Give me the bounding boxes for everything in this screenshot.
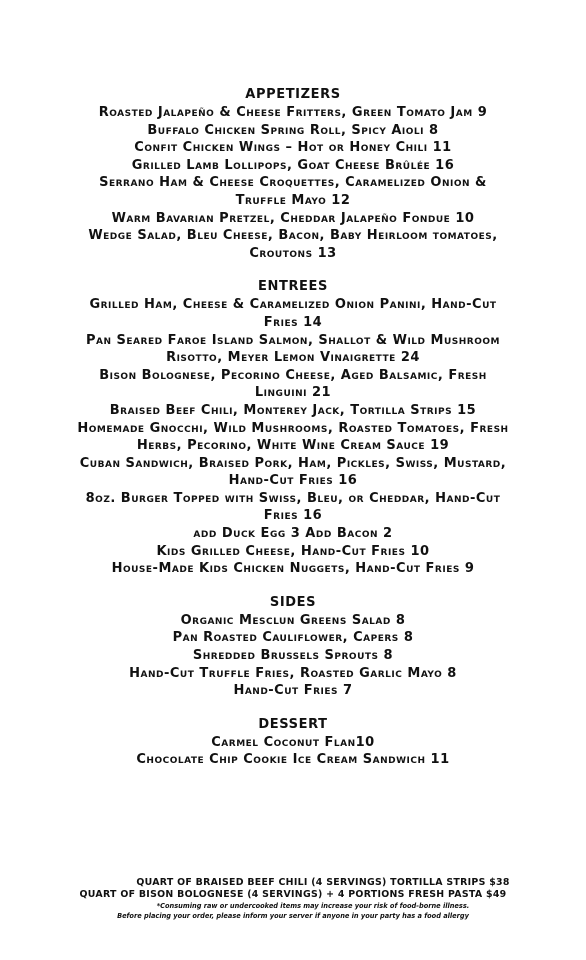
menu-line: Fries 14 xyxy=(263,314,323,330)
menu-line: Pan Roasted Cauliflower, Capers 8 xyxy=(172,630,414,646)
menu-line: House-Made Kids Chicken Nuggets, Hand-Cut Fries 9 xyxy=(111,561,475,577)
quart-chili-offer: QUART OF BRAISED BEEF CHILI (4 SERVINGS) TORTILLA STRIPS $38 xyxy=(136,877,510,888)
menu-line: Cuban Sandwich, Braised Pork, Ham, Pickles, Swiss, Mustard, xyxy=(79,455,507,471)
menu-line: Grilled Lamb Lollipops, Goat Cheese Brûlée 16 xyxy=(131,157,455,173)
footer xyxy=(0,877,586,921)
menu-line: Organic Mesclun Greens Salad 8 xyxy=(180,612,406,628)
menu-line: Wedge Salad, Bleu Cheese, Bacon, Baby Heirloom tomatoes, xyxy=(88,228,498,244)
menu-line: Serrano Ham & Cheese Croquettes, Caramelized Onion & xyxy=(99,175,487,191)
menu-line: Hand-Cut Fries 7 xyxy=(233,683,353,699)
menu-line: Pan Seared Faroe Island Salmon, Shallot & Wild Mushroom xyxy=(86,332,500,348)
menu-line: Shredded Brussels Sprouts 8 xyxy=(192,648,394,664)
menu-line: Carmel Coconut Flan10 xyxy=(211,734,375,750)
menu-line: Buffalo Chicken Spring Roll, Spicy Aioli 8 xyxy=(147,122,439,138)
menu-line: Roasted Jalapeño & Cheese Fritters, Green Tomato Jam 9 xyxy=(98,105,488,120)
menu-line: add Duck Egg 3 Add Bacon 2 xyxy=(193,526,393,542)
menu-line: Warm Bavarian Pretzel, Cheddar Jalapeño Fondue 10 xyxy=(111,210,475,226)
menu-line: Hand-Cut Truffle Fries, Roasted Garlic Mayo 8 xyxy=(129,665,457,681)
menu-line: Herbs, Pecorino, White Wine Cream Sauce 19 xyxy=(136,438,450,454)
menu-line: Fries 16 xyxy=(263,508,323,524)
appetizers-heading: APPETIZERS xyxy=(245,87,341,102)
menu-line: Risotto, Meyer Lemon Vinaigrette 24 xyxy=(166,350,420,366)
menu-line: Chocolate Chip Cookie Ice Cream Sandwich 11 xyxy=(136,752,450,768)
sides-section xyxy=(0,594,586,700)
dessert-heading: DESSERT xyxy=(258,716,328,732)
menu-line: Linguini 21 xyxy=(254,385,332,401)
menu-line: 8oz. Burger Topped with Swiss, Bleu, or Cheddar, Hand-Cut xyxy=(85,490,501,506)
entrees-section xyxy=(0,278,586,578)
sides-heading: SIDES xyxy=(269,594,317,610)
menu-line: Croutons 13 xyxy=(249,245,337,261)
menu-line: Bison Bolognese, Pecorino Cheese, Aged Balsamic, Fresh xyxy=(99,367,487,383)
allergy-note: Before placing your order, please inform your server if anyone in your party has a food allergy xyxy=(117,912,469,920)
menu xyxy=(0,86,586,769)
menu-line: Truffle Mayo 12 xyxy=(235,192,351,208)
menu-line: Braised Beef Chili, Monterey Jack, Tortilla Strips 15 xyxy=(109,402,477,418)
consumption-warning: *Consuming raw or undercooked items may increase your risk of food-borne illness. xyxy=(156,902,470,910)
entrees-heading: ENTREES xyxy=(258,279,328,295)
menu-line: Hand-Cut Fries 16 xyxy=(228,473,358,489)
menu-line: Confit Chicken Wings – Hot or Honey Chili 11 xyxy=(134,140,452,156)
menu-line: Homemade Gnocchi, Wild Mushrooms, Roasted Tomatoes, Fresh xyxy=(77,420,509,436)
dessert-section xyxy=(0,716,586,769)
menu-line: Kids Grilled Cheese, Hand-Cut Fries 10 xyxy=(156,543,430,559)
menu-line: Grilled Ham, Cheese & Caramelized Onion Panini, Hand-Cut xyxy=(89,297,497,313)
quart-bolognese-offer: QUART OF BISON BOLOGNESE (4 SERVINGS) + 4 PORTIONS FRESH PASTA $49 xyxy=(79,889,507,900)
appetizers-section xyxy=(0,86,586,262)
